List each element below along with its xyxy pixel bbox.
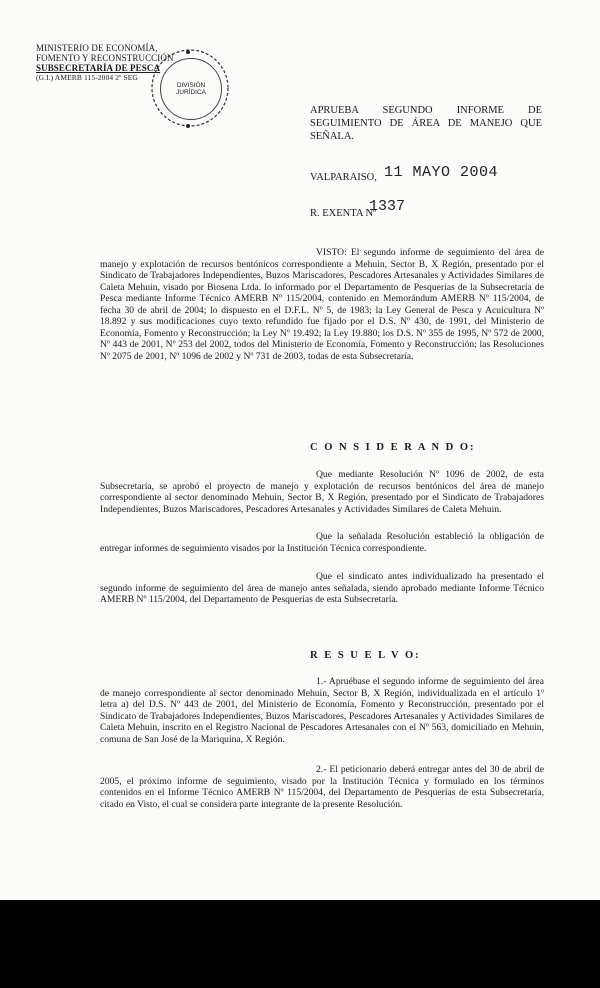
seal-line-2: JURÍDICA bbox=[176, 89, 206, 96]
considerando-text-2: Que la señalada Resolución estableció la obligación de entregar informes de seguimiento visados por la Institución Técnica correspondiente. bbox=[100, 531, 544, 554]
seal-line-1: DIVISIÓN bbox=[176, 81, 206, 89]
exenta-number: 1337 bbox=[369, 198, 406, 215]
considerando-text-3: Que el sindicato antes individualizado ha presentado el segundo informe de seguimiento del área de manejo antes señalada, siendo aprobado mediante Informe Técnico AMERB Nº 115/2004, del Departamento de Pesquerías de esta Subsecretaría. bbox=[100, 571, 544, 605]
exenta-label: R. EXENTA Nº bbox=[310, 208, 377, 219]
considerando-paragraph-1 bbox=[100, 469, 544, 515]
considerando-paragraph-3 bbox=[100, 571, 544, 606]
considerando-text-1: Que mediante Resolución Nº 1096 de 2002, de esta Subsecretaría, se aprobó el proyecto de manejo y explotación de recursos bentónicos del área de manejo correspondiente al sector denominado Mehuin, Sector B, X Región, presentado por el Sindicato de Trabajadores Independientes, Buzos Mariscadores, Pescadores Artesanales y Actividades Similares de Caleta Mehuin. bbox=[100, 469, 544, 515]
resuelvo-text-1: 1.- Apruébase el segundo informe de seguimiento del área de manejo correspondiente al sector denominado Mehuin, Sector B, X Región, individualizada en el artículo 1º letra a) del D.S. Nº 443 de 2001, del Ministerio de Economía, Fomento y Reconstrucción, presentado por el Sindicato de Trabajadores Independientes, Buzos Mariscadores, Pescadores Artesanales y Actividades Similares de Caleta Mehuin, inscrito en el Registro Nacional de Pescadores Artesanales con el Nº 563, domiciliado en Mehuin, comuna de San José de la Mariquina, X Región. bbox=[100, 676, 544, 745]
letterhead-line-1: MINISTERIO DE ECONOMÍA, bbox=[36, 43, 158, 53]
letterhead-reference: (G.I.) AMERB 115-2004 2º SEG bbox=[36, 73, 138, 82]
resuelvo-paragraph-1 bbox=[100, 676, 544, 745]
seal-dot-icon bbox=[186, 50, 190, 54]
date-stamp: 11 MAYO 2004 bbox=[384, 164, 499, 181]
reference-line-3: SEÑALA. bbox=[310, 131, 355, 142]
letterhead-line-2: FOMENTO Y RECONSTRUCCIÓN bbox=[36, 53, 174, 63]
seal-dot-icon bbox=[186, 124, 190, 128]
reference-line-1: APRUEBA SEGUNDO INFORME DE bbox=[310, 105, 542, 116]
considerando-paragraph-2 bbox=[100, 531, 544, 554]
place-label: VALPARAISO, bbox=[310, 172, 377, 183]
visto-paragraph bbox=[100, 247, 544, 362]
visto-text: VISTO: El segundo informe de seguimiento del área de manejo y explotación de recursos bentónicos correspondiente a Mehuin, Sector B, X Región, presentado por el Sindicato de Trabajadores Independientes, Buzos Mariscadores, Pescadores Artesanales y Actividades Similares de Caleta Mehuin, visado por Biosena Ltda. lo informado por el Departamento de Pesquerías de la Subsecretaría de Pesca mediante Informe Técnico AMERB Nº 115/2004, contenido en Memorándum AMERB Nº 115/2004, de fecha 30 de abril de 2004; lo dispuesto en el D.F.L. Nº 5, de 1983; la Ley General de Pesca y Acuicultura Nº 18.892 y sus modificaciones cuyo texto refundido fue fijado por el D.S. Nº 430, de 1991, del Ministerio de Economía, Fomento y Reconstrucción; la Ley Nº 19.492; la Ley 19.880; los D.S. Nº 355 de 1995, Nº 572 de 2000, Nº 443 de 2001, Nº 253 del 2002, todos del Ministerio de Economía, Fomento y Reconstrucción; las Resoluciones Nº 2075 de 2001, Nº 1096 de 2002 y Nº 731 de 2003, todas de esta Subsecretaría. bbox=[100, 247, 544, 362]
seal-stamp bbox=[160, 58, 222, 120]
letterhead-line-3: SUBSECRETARÍA DE PESCA bbox=[36, 63, 161, 73]
resuelvo-paragraph-2 bbox=[100, 764, 544, 810]
resuelvo-heading: R E S U E L V O: bbox=[310, 650, 421, 661]
resuelvo-text-2: 2.- El peticionario deberá entregar antes del 30 de abril de 2005, el próximo informe de seguimiento, visado por la Institución Técnica y formulado en los términos contenidos en el Informe Técnico AMERB Nº 115/2004, del Departamento de Pesquerías de esta Subsecretaría, citado en Visto, el cual se considera parte integrante de la presente Resolución. bbox=[100, 764, 544, 810]
scan-border bbox=[0, 900, 600, 988]
considerando-heading: C O N S I D E R A N D O: bbox=[310, 442, 476, 453]
reference-summary bbox=[310, 104, 542, 143]
reference-line-2: SEGUIMIENTO DE ÁREA DE MANEJO QUE bbox=[310, 118, 542, 129]
